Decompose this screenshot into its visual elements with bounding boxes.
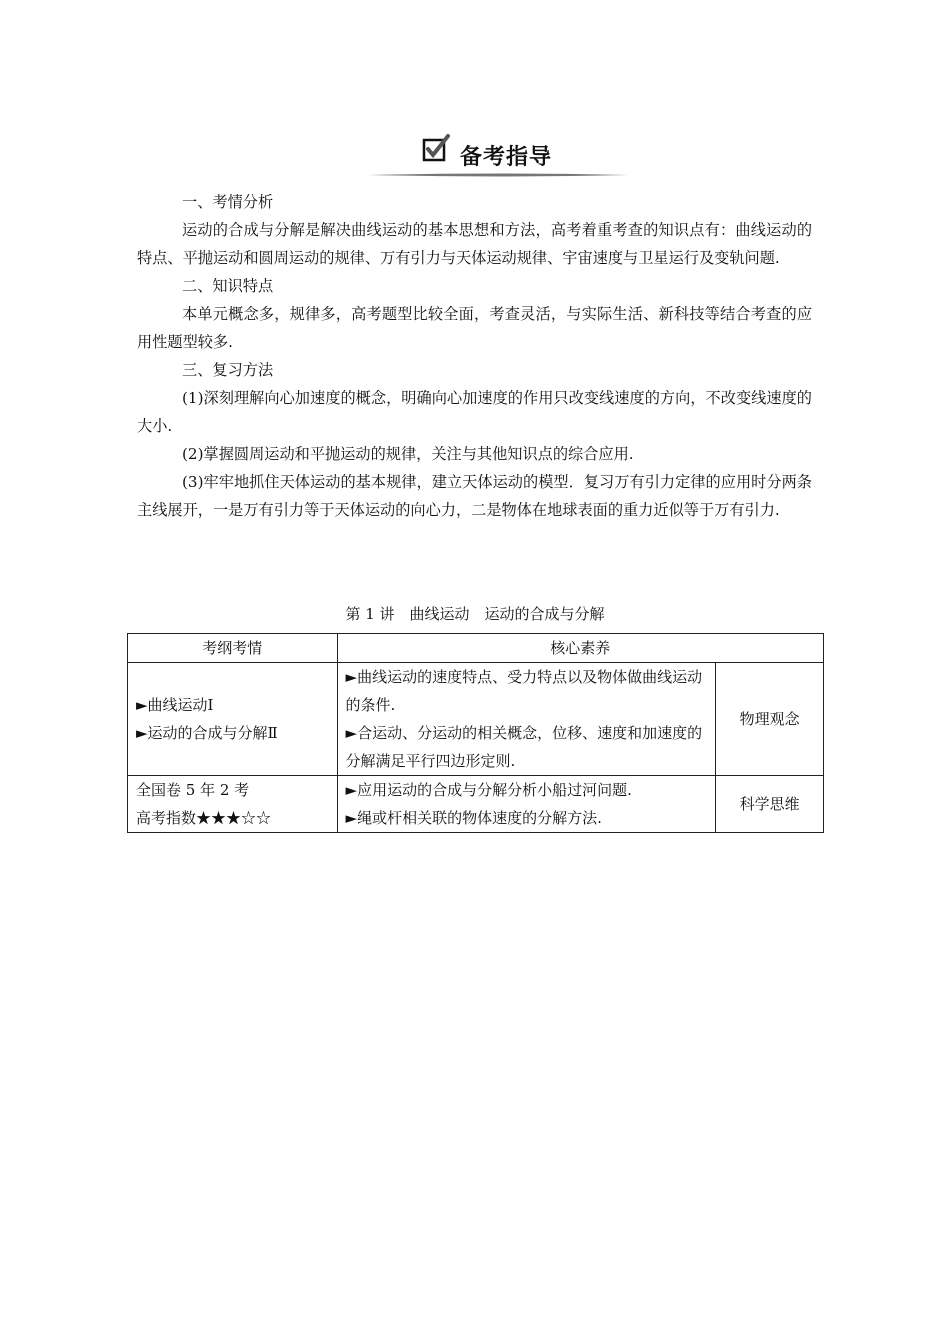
- guide-content: [137, 188, 812, 524]
- table-header-row: [128, 634, 824, 663]
- section-title: 备考指导: [460, 145, 553, 170]
- section-heading: 一、考情分析: [182, 193, 274, 211]
- cell-line: ►应用运动的合成与分解分析小船过河问题.: [345, 781, 632, 799]
- cell-line: ►运动的合成与分解Ⅱ: [136, 724, 278, 742]
- syllabus-table: [127, 633, 824, 833]
- cell-line: ►合运动、分运动的相关概念，位移、速度和加速度的分解满足平行四边形定则.: [345, 724, 703, 770]
- cell-line: ►曲线运动Ⅰ: [136, 696, 214, 714]
- section-header: [368, 128, 628, 178]
- table-header: 核心素养: [337, 634, 823, 663]
- table-cell: [128, 663, 338, 776]
- table-cell: [337, 663, 716, 776]
- table-cell: 科学思维: [716, 776, 824, 833]
- table-cell: 物理观念: [716, 663, 824, 776]
- table-cell: [337, 776, 716, 833]
- section-heading: 二、知识特点: [182, 277, 274, 295]
- cell-line: 全国卷 5 年 2 考: [136, 781, 250, 799]
- header-underline: [368, 172, 628, 178]
- cell-line: 高考指数★★★☆☆: [136, 809, 272, 827]
- section-heading: 三、复习方法: [182, 361, 274, 379]
- table-header: 考纲考情: [128, 634, 338, 663]
- cell-line: ►绳或杆相关联的物体速度的分解方法.: [345, 809, 602, 827]
- table-row: [128, 776, 824, 833]
- paragraph: (2)掌握圆周运动和平抛运动的规律，关注与其他知识点的综合应用.: [182, 445, 634, 463]
- paragraph: 运动的合成与分解是解决曲线运动的基本思想和方法，高考着重考查的知识点有：曲线运动的特点、平抛运动和圆周运动的规律、万有引力与天体运动规律、宇宙速度与卫星运行及变轨问题.: [137, 221, 812, 267]
- table-row: [128, 663, 824, 776]
- table-cell: [128, 776, 338, 833]
- paragraph: (1)深刻理解向心加速度的概念，明确向心加速度的作用只改变线速度的方向，不改变线速度的大小.: [137, 389, 812, 435]
- paragraph: (3)牢牢地抓住天体运动的基本规律，建立天体运动的模型．复习万有引力定律的应用时分两条主线展开，一是万有引力等于天体运动的向心力，二是物体在地球表面的重力近似等于万有引力.: [137, 473, 812, 519]
- lesson-title: 第 1 讲 曲线运动 运动的合成与分解: [345, 605, 605, 623]
- checkbox-check-icon: [422, 134, 450, 162]
- paragraph: 本单元概念多，规律多，高考题型比较全面，考查灵活，与实际生活、新科技等结合考查的应用性题型较多.: [137, 305, 812, 351]
- cell-line: ►曲线运动的速度特点、受力特点以及物体做曲线运动的条件.: [345, 668, 703, 714]
